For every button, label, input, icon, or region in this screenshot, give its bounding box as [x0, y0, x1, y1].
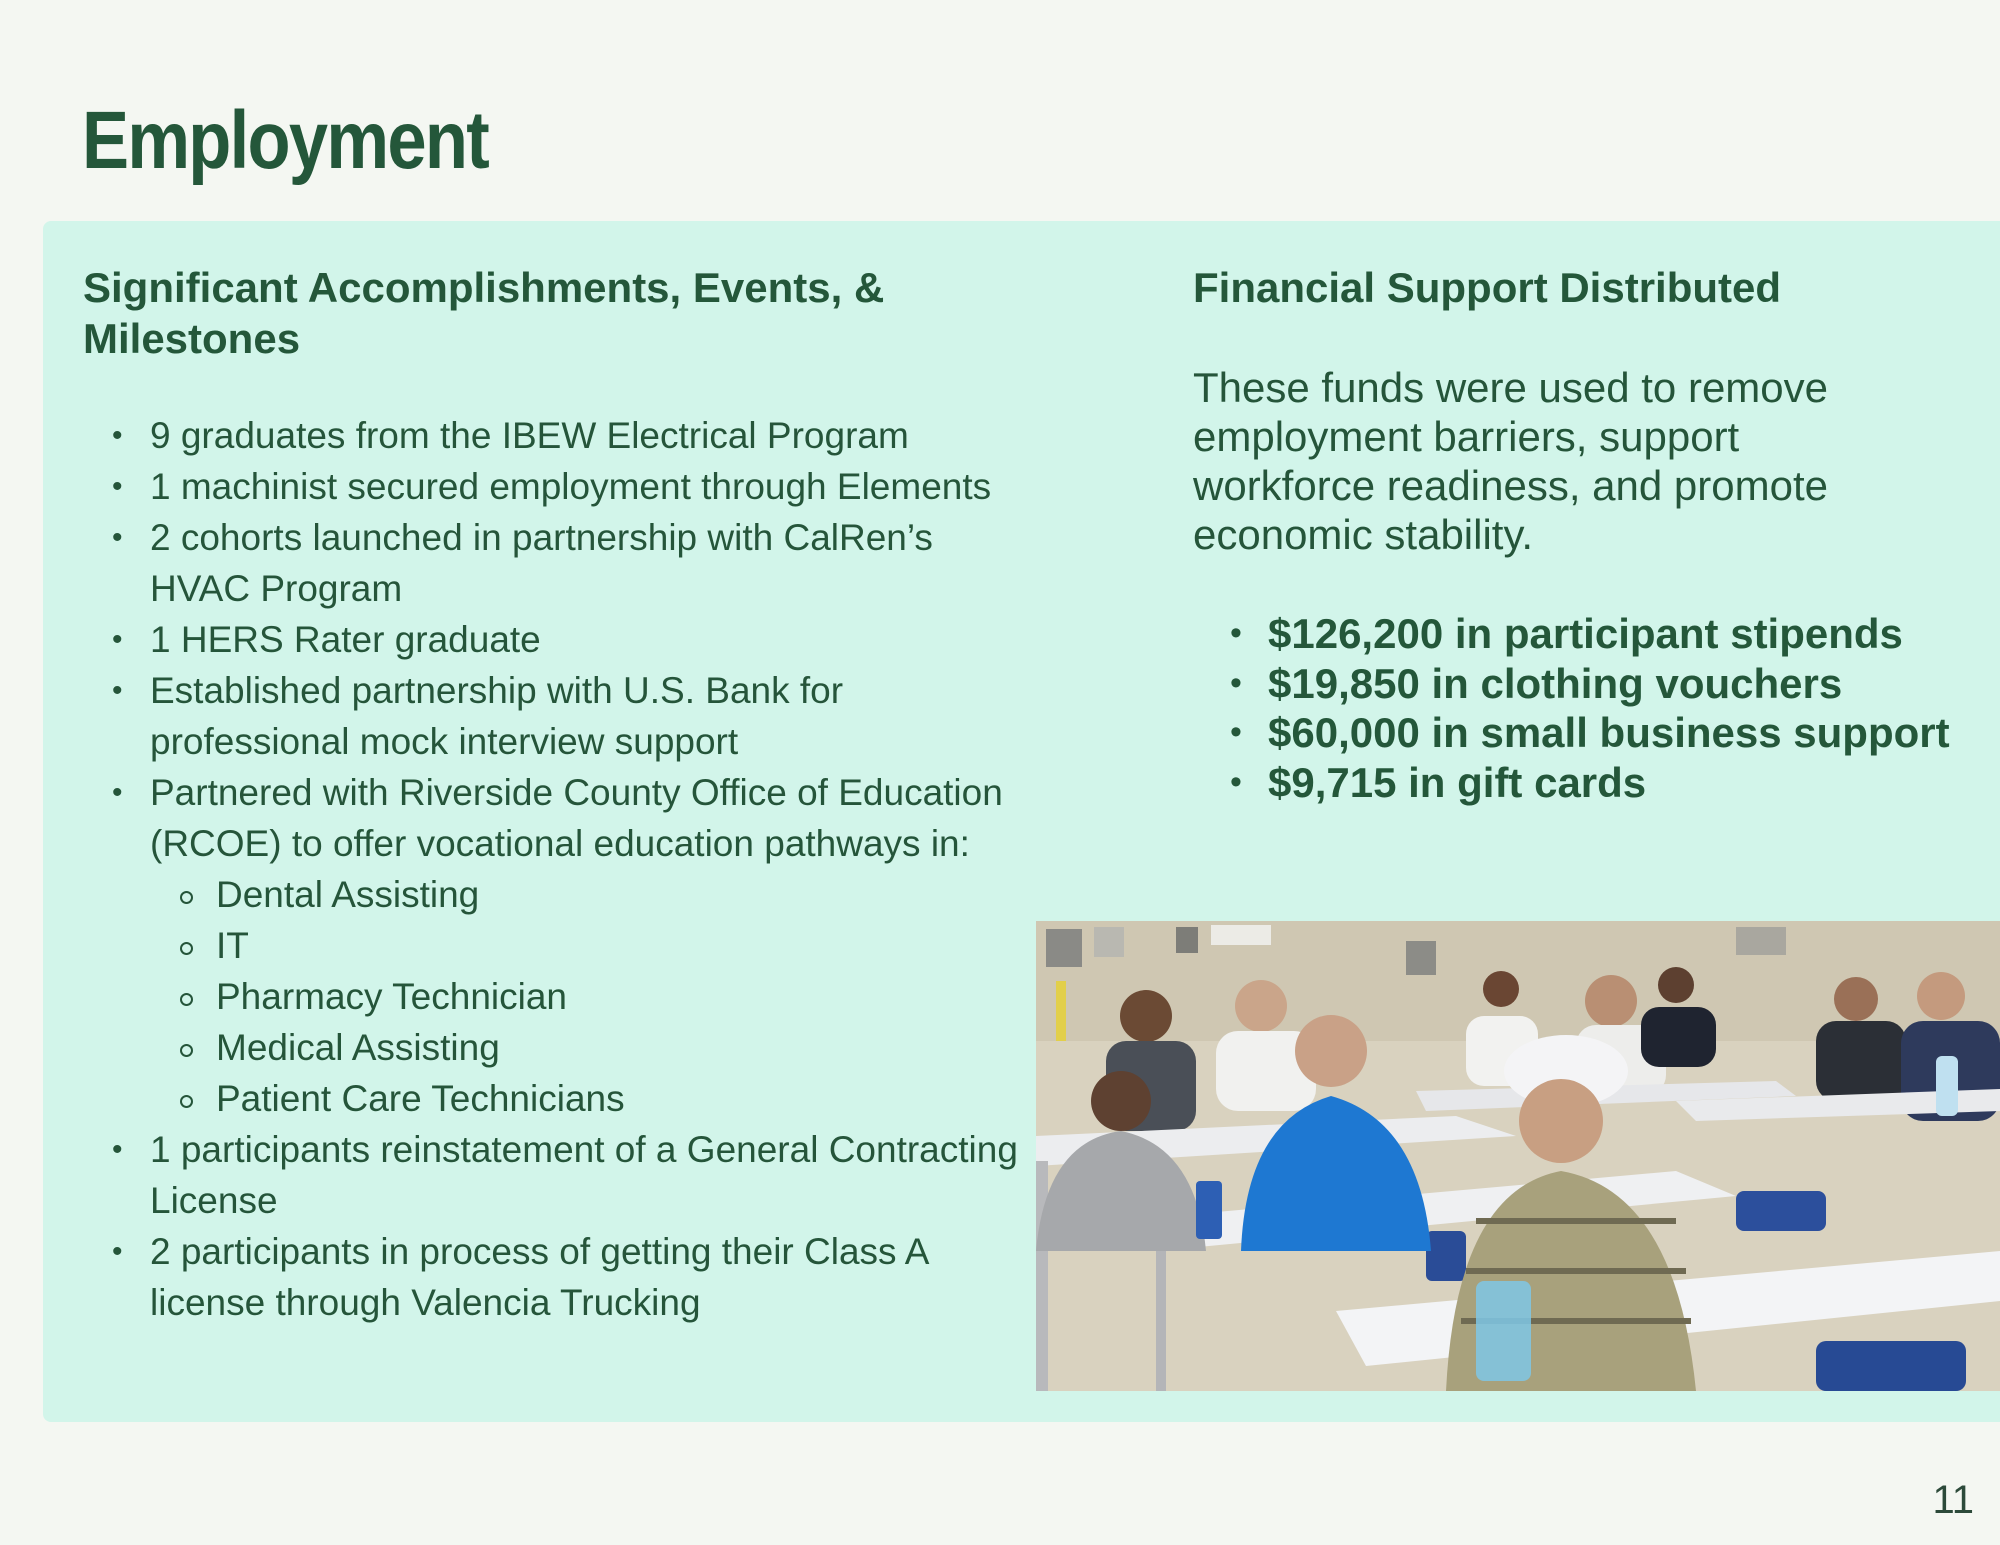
funding-item: • $60,000 in small business support	[1228, 708, 1988, 758]
classroom-photo	[1036, 921, 2000, 1391]
pathway-item: Dental Assisting	[150, 869, 1020, 920]
pathways-list	[150, 869, 1020, 1124]
accomplishments-list	[110, 410, 1020, 1328]
pathway-item: IT	[150, 920, 1020, 971]
accomplishment-item: • 2 cohorts launched in partnership with CalRen’s HVAC Program	[110, 512, 1020, 614]
pathway-item: Pharmacy Technician	[150, 971, 1020, 1022]
accomplishment-item: • 1 machinist secured employment through Elements	[110, 461, 1020, 512]
financial-support-list	[1228, 609, 1988, 807]
pathway-item: Patient Care Technicians	[150, 1073, 1020, 1124]
accomplishment-item-text: Partnered with Riverside County Office of Education (RCOE) to offer vocational education pathways in:	[150, 772, 1003, 864]
financial-support-description: These funds were used to remove employment barriers, support workforce readiness, and promote economic stability.	[1193, 364, 1829, 558]
page-title: Employment	[82, 95, 489, 186]
accomplishment-item: • 2 participants in process of getting their Class A license through Valencia Trucking	[110, 1226, 1020, 1328]
accomplishment-item: • 1 HERS Rater graduate	[110, 614, 1020, 665]
accomplishment-item: • Established partnership with U.S. Bank for professional mock interview support	[110, 665, 1020, 767]
accomplishments-heading: Significant Accomplishments, Events, & Milestones	[83, 264, 885, 362]
page-number: 11	[1932, 1478, 1974, 1522]
accomplishment-item: • 1 participants reinstatement of a General Contracting License	[110, 1124, 1020, 1226]
pathway-item: Medical Assisting	[150, 1022, 1020, 1073]
accomplishment-item-rcoe	[110, 767, 1020, 1124]
funding-item: • $126,200 in participant stipends	[1228, 609, 1988, 659]
funding-item: • $19,850 in clothing vouchers	[1228, 659, 1988, 709]
funding-item: • $9,715 in gift cards	[1228, 758, 1988, 808]
accomplishment-item: • 9 graduates from the IBEW Electrical Program	[110, 410, 1020, 461]
financial-support-heading: Financial Support Distributed	[1193, 264, 1782, 311]
